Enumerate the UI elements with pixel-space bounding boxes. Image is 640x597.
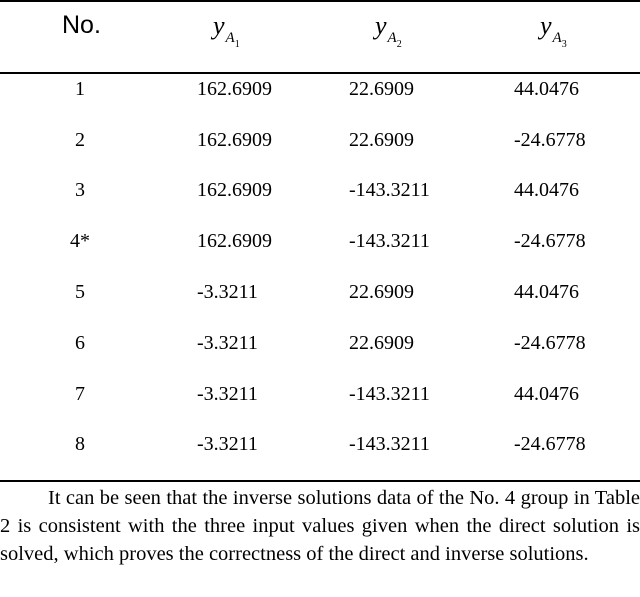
table-header-rule <box>0 72 640 74</box>
cell-y-a1: 162.6909 <box>197 179 272 201</box>
cell-y-a2: -143.3211 <box>349 179 430 201</box>
cell-y-a3: -24.6778 <box>514 433 586 455</box>
table-top-rule <box>0 0 640 2</box>
cell-y-a1: -3.3211 <box>197 281 258 303</box>
cell-y-a2: 22.6909 <box>349 129 414 151</box>
header-y-a3-index: 3 <box>561 39 567 50</box>
table-row <box>0 76 640 102</box>
cell-y-a2: -143.3211 <box>349 433 430 455</box>
header-y-a3-sub: A <box>552 30 562 46</box>
header-y-a1-index: 1 <box>234 39 240 50</box>
cell-y-a2: -143.3211 <box>349 383 430 405</box>
header-no: No. <box>62 11 101 39</box>
cell-no: 2 <box>75 129 85 151</box>
cell-y-a3: -24.6778 <box>514 332 586 354</box>
header-y-a2-index: 2 <box>396 39 402 50</box>
table-row <box>0 431 640 457</box>
header-y-a2-sub: A <box>387 30 397 46</box>
cell-y-a2: -143.3211 <box>349 230 430 252</box>
cell-y-a3: 44.0476 <box>514 78 579 100</box>
table-row <box>0 279 640 305</box>
cell-y-a3: 44.0476 <box>514 179 579 201</box>
header-y-a3 <box>540 6 567 50</box>
table-row <box>0 177 640 203</box>
cell-y-a2: 22.6909 <box>349 281 414 303</box>
header-y-a1-sub: A <box>225 30 235 46</box>
cell-y-a1: 162.6909 <box>197 230 272 252</box>
cell-y-a2: 22.6909 <box>349 332 414 354</box>
body-paragraph <box>0 484 640 568</box>
table-row <box>0 228 640 254</box>
header-y-a1 <box>213 6 240 50</box>
table-row <box>0 381 640 407</box>
cell-y-a1: -3.3211 <box>197 332 258 354</box>
cell-no: 8 <box>75 433 85 455</box>
cell-y-a3: -24.6778 <box>514 129 586 151</box>
header-y-a2 <box>375 6 402 50</box>
table-bottom-rule <box>0 480 640 482</box>
header-y-a1-base: y <box>213 11 225 40</box>
header-y-a3-base: y <box>540 11 552 40</box>
cell-no: 1 <box>75 78 85 100</box>
cell-no: 5 <box>75 281 85 303</box>
cell-no: 4* <box>70 230 90 252</box>
cell-no: 6 <box>75 332 85 354</box>
cell-y-a1: 162.6909 <box>197 129 272 151</box>
cell-y-a1: 162.6909 <box>197 78 272 100</box>
cell-y-a1: -3.3211 <box>197 383 258 405</box>
cell-y-a1: -3.3211 <box>197 433 258 455</box>
cell-y-a3: 44.0476 <box>514 281 579 303</box>
body-paragraph-text: It can be seen that the inverse solutions data of the No. 4 group in Table 2 is consistent with the three input values given when the direct solution is solved, which proves the correctness of the direct and inverse solutions. <box>0 487 640 565</box>
cell-y-a3: -24.6778 <box>514 230 586 252</box>
cell-no: 7 <box>75 383 85 405</box>
header-y-a2-base: y <box>375 11 387 40</box>
cell-no: 3 <box>75 179 85 201</box>
cell-y-a3: 44.0476 <box>514 383 579 405</box>
table-row <box>0 330 640 356</box>
table-row <box>0 127 640 153</box>
cell-y-a2: 22.6909 <box>349 78 414 100</box>
